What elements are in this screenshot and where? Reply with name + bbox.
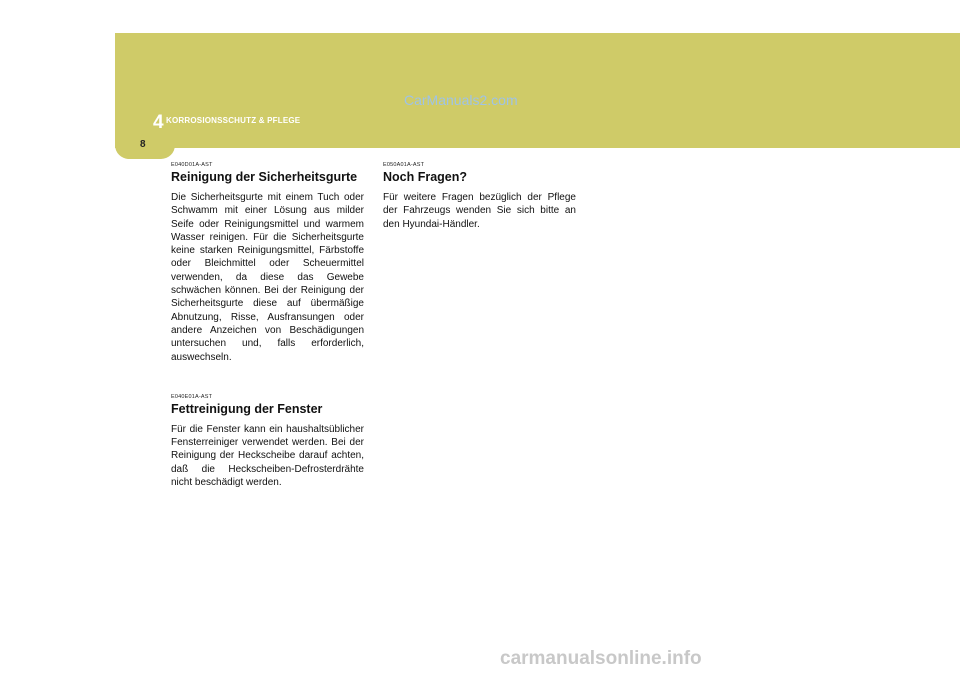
section-seatbelts <box>171 162 364 364</box>
watermark-bottom[interactable]: carmanualsonline.info <box>500 648 702 669</box>
section-code: E040D01A-AST <box>171 162 213 168</box>
section-code: E040E01A-AST <box>171 393 213 400</box>
right-column <box>383 162 576 231</box>
left-column <box>171 162 364 489</box>
section-questions <box>383 162 576 231</box>
section-code: E050A01A-AST <box>383 162 425 168</box>
header-band <box>115 33 960 148</box>
section-heading: Reinigung der Sicherheitsgurte <box>171 170 358 184</box>
chapter-title: KORROSIONSSCHUTZ & PFLEGE <box>166 116 301 125</box>
section-heading: Fettreinigung der Fenster <box>171 401 323 416</box>
watermark-top[interactable]: CarManuals2.com <box>404 92 518 108</box>
page-number: 8 <box>140 139 146 150</box>
chapter-number: 4 <box>153 112 164 133</box>
section-body: Die Sicherheitsgurte mit einem Tuch oder Schwamm mit einer Lösung aus milder Seife oder Reinigungsmittel und warmem Wasser reinigen. Für die Sicherheitsgurte keine starken Reinigungsmittel, Färbstoffe oder Bleichmittel oder Scheuermittel verwenden, da diese das Gewebe schwächen können. Bei der Reinigung der Sicherheitsgurte diese auf übermäßige Abnutzung, Risse, Ausfransungen oder andere Anzeichen von Beschädigungen untersuchen und, falls erforderlich, auswechseln. <box>171 192 364 363</box>
section-body: Für weitere Fragen bezüglich der Pflege der Fahrzeugs wenden Sie sich bitte an den Hyundai-Händler. <box>383 192 576 230</box>
section-body: Für die Fenster kann ein haushaltsüblicher Fensterreiniger verwendet werden. Bei der Reinigung der Heckscheibe darauf achten, daß die Heckscheiben-Defrosterdrähte nicht beschädigt werden. <box>171 423 364 489</box>
section-heading: Noch Fragen? <box>383 170 468 184</box>
section-windows <box>171 394 364 489</box>
